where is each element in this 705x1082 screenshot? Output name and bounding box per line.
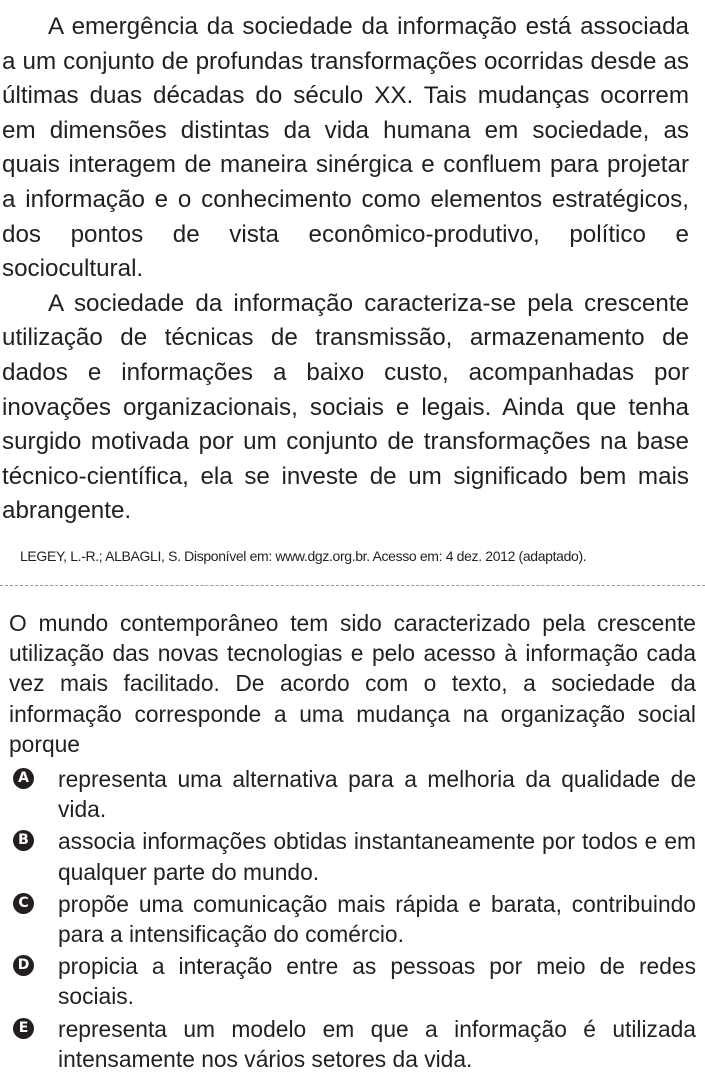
answer-option-a[interactable] (9, 764, 696, 824)
source-citation: LEGEY, L.-R.; ALBAGLI, S. Disponível em: www.dgz.org.br. Acesso em: 4 dez. 2012 (adaptado). (20, 548, 587, 564)
answer-option-b[interactable] (9, 826, 696, 886)
answer-option-e[interactable] (9, 1014, 696, 1074)
answer-option-d[interactable] (9, 951, 696, 1011)
option-text: associa informações obtidas instantaneamente por todos e em qualquer parte do mundo. (58, 828, 696, 885)
answer-options (9, 764, 696, 1076)
answer-option-c[interactable] (9, 889, 696, 949)
reading-passage (2, 10, 689, 529)
option-letter-badge: B (13, 830, 34, 851)
option-text: propõe uma comunicação mais rápida e barata, contribuindo para a intensificação do comércio. (58, 890, 696, 948)
option-letter-badge: A (13, 768, 34, 789)
dashed-divider (0, 585, 705, 586)
option-letter-badge: C (13, 893, 34, 914)
passage-paragraph-1: A emergência da sociedade da informação está associada a um conjunto de profundas transformações ocorridas desde as últimas duas décadas do século XX. Tais mudanças ocorrem em dimensões distintas da vida humana em sociedade, as quais interagem de maneira sinérgica e confluem para projetar a informação e o conhecimento como elementos estratégicos, dos pontos de vista econômico-produtivo, político e sociocultural. (2, 13, 689, 283)
option-text: propicia a interação entre as pessoas por meio de redes sociais. (58, 953, 696, 1010)
option-text: representa um modelo em que a informação é utilizada intensamente nos vários setores da vida. (58, 1015, 696, 1072)
option-text: representa uma alternativa para a melhoria da qualidade de vida. (58, 766, 696, 823)
passage-paragraph-2: A sociedade da informação caracteriza-se pela crescente utilização de técnicas de transmissão, armazenamento de dados e informações a baixo custo, acompanhadas por inovações organizacionais, sociais e legais. Ainda que tenha surgido motivada por um conjunto de transformações na base técnico-científica, ela se investe de um significado bem mais abrangente. (2, 289, 689, 525)
option-letter-badge: E (13, 1018, 34, 1039)
option-letter-badge: D (13, 955, 34, 976)
question-stem: O mundo contemporâneo tem sido caracterizado pela crescente utilização das novas tecnologias e pelo acesso à informação cada vez mais facilitado. De acordo com o texto, a sociedade da informação corresponde a uma mudança na organização social porque (9, 610, 696, 757)
